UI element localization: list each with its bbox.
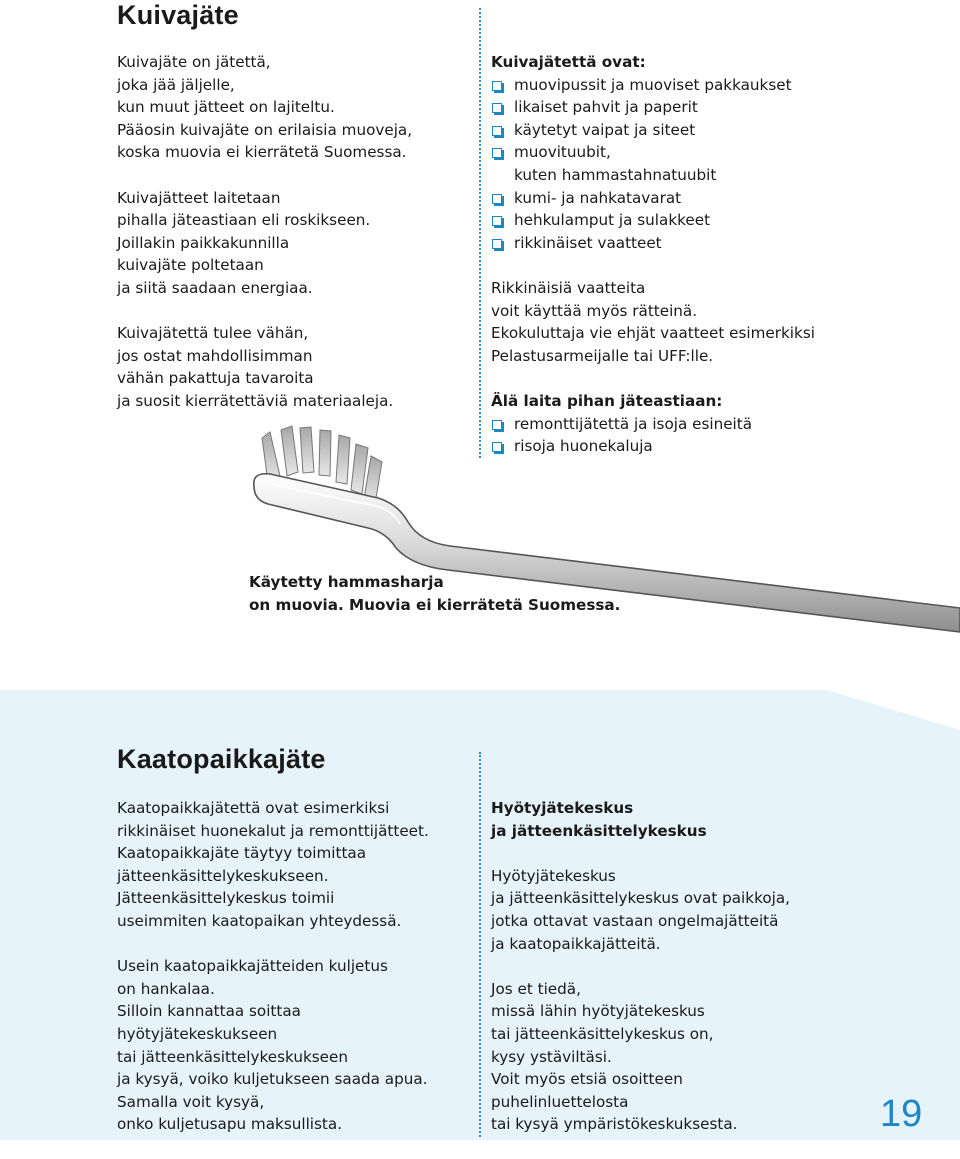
toothbrush-illustration [0, 400, 960, 660]
checkbox-icon [492, 216, 502, 226]
list-item: kumi- ja nahkatavarat [491, 187, 815, 210]
toothbrush-caption: Käytetty hammasharja on muovia. Muovia ei kierrätetä Suomessa. [249, 573, 621, 614]
paragraph: Hyötyjätekeskus ja jätteenkäsittelykeskus ovat paikkoja, jotka ottavat vastaan ongelmajätteitä ja kaatopaikkajätteitä. [491, 866, 790, 953]
warning-heading: Älä laita pihan jäteastiaan: [491, 391, 723, 410]
hyotyjatekeskus-heading: Hyötyjätekeskus ja jätteenkäsittelykeskus [491, 799, 707, 840]
list-item: likaiset pahvit ja paperit [491, 96, 815, 119]
checkbox-icon [492, 81, 502, 91]
kaatopaikkajate-right-column [491, 797, 790, 1159]
section-title-kuivajate: Kuivajäte [117, 0, 239, 30]
paragraph: Rikkinäisiä vaatteita voit käyttää myös rätteinä. Ekokuluttaja vie ehjät vaatteet esimerkiksi Pelastusarmeijalle tai UFF:lle. [491, 278, 815, 365]
column-divider [479, 8, 481, 458]
paragraph: Kaatopaikkajätettä ovat esimerkiksi rikkinäiset huonekalut ja remonttijätteet. Kaatopaikkajäte täytyy toimittaa jätteenkäsittelykeskukseen. Jätteenkäsittelykeskus toimii useimmiten kaatopaikan yhteydessä. [117, 799, 429, 930]
column-divider [479, 752, 481, 1137]
paragraph: Jos et tiedä, missä lähin hyötyjätekeskus tai jätteenkäsittelykeskus on, kysy ystäviltäsi. Voit myös etsiä osoitteen puhelinluettelosta tai kysyä ympäristökeskuksesta. [491, 979, 738, 1134]
checkbox-icon [492, 194, 502, 204]
checkbox-icon [492, 126, 502, 136]
paragraph: Kuivajäte on jätettä, joka jää jäljelle, kun muut jätteet on lajiteltu. Pääosin kuivajäte on erilaisia muoveja, koska muovia ei kierrätetä Suomessa. [117, 53, 413, 162]
checkbox-icon [492, 148, 502, 158]
kuivajate-list [491, 74, 815, 255]
paragraph: Usein kaatopaikkajätteiden kuljetus on hankalaa. Silloin kannattaa soittaa hyötyjätekeskukseen tai jätteenkäsittelykeskukseen ja kysyä, voiko kuljetukseen saada apua. Samalla voit kysyä, onko kuljetusapu maksullista. [117, 957, 428, 1134]
kuivajate-right-column [491, 51, 815, 458]
list-item: muovipussit ja muoviset pakkaukset [491, 74, 815, 97]
section-title-kaatopaikkajate: Kaatopaikkajäte [117, 744, 326, 774]
page-number: 19 [880, 1093, 923, 1135]
list-heading: Kuivajätettä ovat: [491, 53, 646, 71]
list-item: muovituubit, kuten hammastahnatuubit [491, 141, 815, 186]
checkbox-icon [492, 103, 502, 113]
kaatopaikkajate-left-column [117, 797, 429, 1159]
list-item: käytetyt vaipat ja siteet [491, 119, 815, 142]
list-item: rikkinäiset vaatteet [491, 232, 815, 255]
checkbox-icon [492, 239, 502, 249]
list-item: hehkulamput ja sulakkeet [491, 209, 815, 232]
paragraph: Kuivajätettä tulee vähän, jos ostat mahdollisimman vähän pakattuja tavaroita ja suosit kierrätettäviä materiaaleja. [117, 324, 394, 410]
corner-fold-shape [820, 688, 960, 748]
list-item: remonttijätettä ja isoja esineitä [491, 413, 815, 436]
kuivajate-left-column [117, 51, 412, 435]
paragraph: Kuivajätteet laitetaan pihalla jäteastiaan eli roskikseen. Joillakin paikkakunnilla kuivajäte poltetaan ja siitä saadaan energiaa. [117, 188, 371, 297]
list-item: risoja huonekaluja [491, 435, 815, 458]
